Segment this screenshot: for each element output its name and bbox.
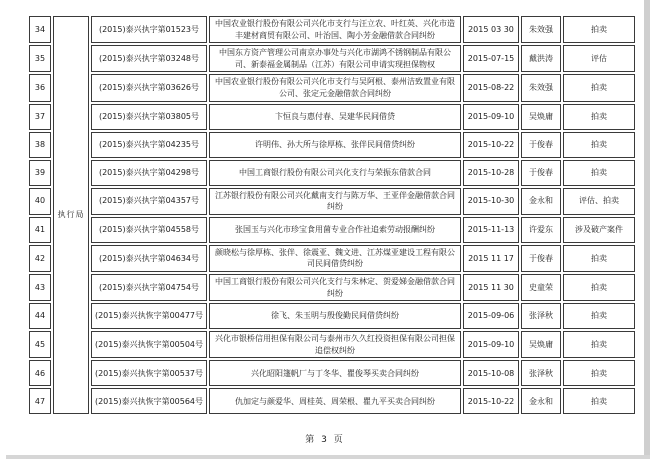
handler-name-cell: 吴焕庸 bbox=[521, 331, 561, 358]
date-cell: 2015-10-22 bbox=[463, 132, 519, 158]
row-number-cell: 43 bbox=[29, 274, 51, 301]
case-title-cell: 中国工商银行股份有限公司兴化支行与朱林定、贺爱娣金融借款合同纠纷 bbox=[209, 274, 461, 301]
disposal-note-cell: 拍卖 bbox=[563, 132, 635, 158]
disposal-note-cell: 评估 bbox=[563, 45, 635, 72]
handler-name-cell: 于俊春 bbox=[521, 160, 561, 186]
disposal-note-cell: 拍卖 bbox=[563, 274, 635, 301]
case-number-cell: (2015)泰兴执字第03805号 bbox=[91, 104, 207, 130]
date-cell: 2015 11 30 bbox=[463, 274, 519, 301]
row-number-cell: 39 bbox=[29, 160, 51, 186]
disposal-note-cell: 拍卖 bbox=[563, 16, 635, 43]
row-number-cell: 34 bbox=[29, 16, 51, 43]
handler-name-cell: 戴洪涛 bbox=[521, 45, 561, 72]
date-cell: 2015-09-06 bbox=[463, 303, 519, 329]
row-number-cell: 45 bbox=[29, 331, 51, 358]
case-number-cell: (2015)泰兴执恢字第00477号 bbox=[91, 303, 207, 329]
case-title-cell: 兴化昭阳篷帆厂与丁冬华、瞿俊琴买卖合同纠纷 bbox=[209, 360, 461, 386]
page-edge-shadow-right bbox=[644, 0, 650, 459]
disposal-note-cell: 拍卖 bbox=[563, 331, 635, 358]
date-cell: 2015-08-22 bbox=[463, 74, 519, 101]
table-row bbox=[29, 132, 635, 158]
table-row bbox=[29, 245, 635, 272]
disposal-note-cell: 拍卖 bbox=[563, 245, 635, 272]
page-number: 第 3 页 bbox=[305, 435, 345, 445]
case-number-cell: (2015)泰兴执恢字第00537号 bbox=[91, 360, 207, 386]
date-cell: 2015 03 30 bbox=[463, 16, 519, 43]
table-row bbox=[29, 74, 635, 101]
case-number-cell: (2015)泰兴执恢字第00504号 bbox=[91, 331, 207, 358]
case-title-cell: 徐飞、朱玉明与殷俊勤民间借贷纠纷 bbox=[209, 303, 461, 329]
case-title-cell: 仇加定与颜爱华、周桂英、周荣根、瞿九平买卖合同纠纷 bbox=[209, 388, 461, 414]
case-number-cell: (2015)泰兴执字第04357号 bbox=[91, 188, 207, 215]
case-number-cell: (2015)泰兴执字第04558号 bbox=[91, 217, 207, 243]
disposal-note-cell: 拍卖 bbox=[563, 160, 635, 186]
table-row bbox=[29, 360, 635, 386]
case-title-cell: 江苏银行股份有限公司兴化戴南支行与陈万华、王亚伴金融借款合同纠纷 bbox=[209, 188, 461, 215]
disposal-note-cell: 拍卖 bbox=[563, 388, 635, 414]
row-number-cell: 46 bbox=[29, 360, 51, 386]
handler-name-cell: 于俊春 bbox=[521, 132, 561, 158]
handler-name-cell: 吴焕庸 bbox=[521, 104, 561, 130]
case-title-cell: 颜晓松与徐厚栋、张伴、徐震亚、魏文进、江苏煤亚建设工程有限公司民间借贷纠纷 bbox=[209, 245, 461, 272]
disposal-note-cell: 拍卖 bbox=[563, 74, 635, 101]
case-title-cell: 中国农业银行股份有限公司兴化市支行与汪立农、叶红英、兴化市造丰建材商贸有限公司、叶治国、陶小芳金融借款合同纠纷 bbox=[209, 16, 461, 43]
disposal-note-cell: 涉及破产案件 bbox=[563, 217, 635, 243]
table-row bbox=[29, 104, 635, 130]
case-number-cell: (2015)泰兴执恢字第00564号 bbox=[91, 388, 207, 414]
handler-name-cell: 金永和 bbox=[521, 388, 561, 414]
date-cell: 2015-10-08 bbox=[463, 360, 519, 386]
row-number-cell: 40 bbox=[29, 188, 51, 215]
table-row bbox=[29, 217, 635, 243]
handler-name-cell: 朱效强 bbox=[521, 74, 561, 101]
disposal-note-cell: 拍卖 bbox=[563, 104, 635, 130]
handler-name-cell: 朱效强 bbox=[521, 16, 561, 43]
case-title-cell: 中国农业银行股份有限公司兴化市支行与吴阿根、泰州洁致置业有限公司、张定元金融借款合同纠纷 bbox=[209, 74, 461, 101]
row-number-cell: 35 bbox=[29, 45, 51, 72]
case-number-cell: (2015)泰兴执字第04754号 bbox=[91, 274, 207, 301]
row-number-cell: 37 bbox=[29, 104, 51, 130]
handler-name-cell: 许爱东 bbox=[521, 217, 561, 243]
case-table-body bbox=[29, 16, 635, 414]
handler-name-cell: 史童荣 bbox=[521, 274, 561, 301]
page-edge-shadow-bottom bbox=[6, 455, 650, 459]
table-row bbox=[29, 16, 635, 43]
row-number-cell: 38 bbox=[29, 132, 51, 158]
row-number-cell: 47 bbox=[29, 388, 51, 414]
date-cell: 2015-10-22 bbox=[463, 388, 519, 414]
case-title-cell: 卞恒良与惠付春、吴建华民间借贷 bbox=[209, 104, 461, 130]
date-cell: 2015-10-30 bbox=[463, 188, 519, 215]
date-cell: 2015-07-15 bbox=[463, 45, 519, 72]
case-number-cell: (2015)泰兴执字第04634号 bbox=[91, 245, 207, 272]
department-cell: 执行局 bbox=[53, 16, 89, 414]
table-row bbox=[29, 331, 635, 358]
date-cell: 2015-10-28 bbox=[463, 160, 519, 186]
disposal-note-cell: 评估、拍卖 bbox=[563, 188, 635, 215]
case-number-cell: (2015)泰兴执字第01523号 bbox=[91, 16, 207, 43]
table-row bbox=[29, 160, 635, 186]
case-number-cell: (2015)泰兴执字第03248号 bbox=[91, 45, 207, 72]
row-number-cell: 44 bbox=[29, 303, 51, 329]
case-title-cell: 中国东方资产管理公司南京办事处与兴化市湖鸿不锈钢制品有限公司、新泰福金属制品（江苏）有限公司申请实现担保物权 bbox=[209, 45, 461, 72]
case-number-cell: (2015)泰兴执字第04235号 bbox=[91, 132, 207, 158]
table-row bbox=[29, 188, 635, 215]
handler-name-cell: 金永和 bbox=[521, 188, 561, 215]
row-number-cell: 36 bbox=[29, 74, 51, 101]
table-row bbox=[29, 45, 635, 72]
row-number-cell: 42 bbox=[29, 245, 51, 272]
date-cell: 2015 11 17 bbox=[463, 245, 519, 272]
case-title-cell: 兴化市银桥信用担保有限公司与泰州市久久红投资担保有限公司担保追偿权纠纷 bbox=[209, 331, 461, 358]
handler-name-cell: 张泽秋 bbox=[521, 303, 561, 329]
date-cell: 2015-09-10 bbox=[463, 331, 519, 358]
case-number-cell: (2015)泰兴执字第03626号 bbox=[91, 74, 207, 101]
case-title-cell: 许明伟、孙大所与徐厚栋、张伴民间借贷纠纷 bbox=[209, 132, 461, 158]
row-number-cell: 41 bbox=[29, 217, 51, 243]
case-number-cell: (2015)泰兴执字第04298号 bbox=[91, 160, 207, 186]
disposal-note-cell: 拍卖 bbox=[563, 303, 635, 329]
handler-name-cell: 张泽秋 bbox=[521, 360, 561, 386]
table-row bbox=[29, 388, 635, 414]
case-title-cell: 中国工商银行股份有限公司兴化支行与荣振东借款合同 bbox=[209, 160, 461, 186]
table-row bbox=[29, 303, 635, 329]
table-row bbox=[29, 274, 635, 301]
case-list-table bbox=[27, 14, 637, 416]
handler-name-cell: 于俊春 bbox=[521, 245, 561, 272]
case-title-cell: 张国玉与兴化市珍宝食用菌专业合作社追索劳动报酬纠纷 bbox=[209, 217, 461, 243]
date-cell: 2015-09-10 bbox=[463, 104, 519, 130]
disposal-note-cell: 拍卖 bbox=[563, 360, 635, 386]
date-cell: 2015-11-13 bbox=[463, 217, 519, 243]
